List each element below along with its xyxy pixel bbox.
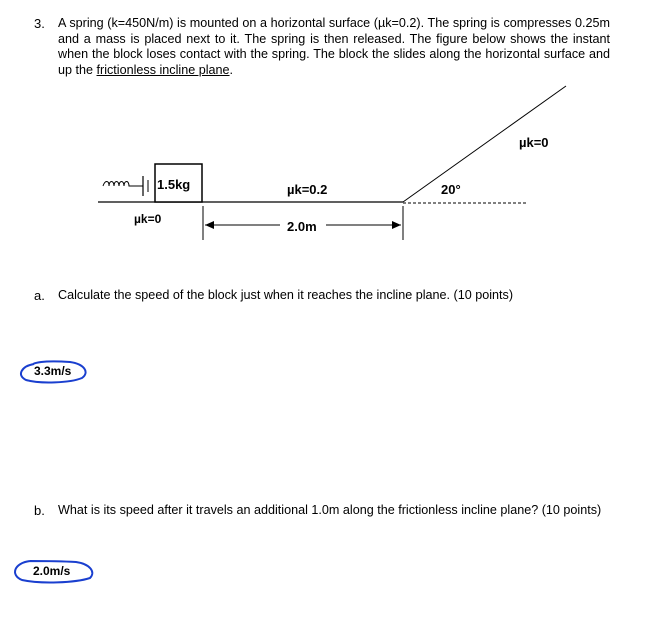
angle-label: 20°: [441, 182, 461, 197]
question-end: .: [229, 62, 234, 77]
part-a-label: a.: [34, 288, 45, 303]
mu-left-label: µk=0: [134, 212, 162, 226]
mu-mid-label: µk=0.2: [287, 182, 328, 197]
part-b-answer: 2.0m/s: [33, 564, 71, 578]
mu-incline-label: µk=0: [519, 135, 549, 150]
distance-label: 2.0m: [287, 219, 317, 234]
question-number: 3.: [34, 16, 45, 31]
part-b-label: b.: [34, 503, 45, 518]
part-a-answer: 3.3m/s: [34, 364, 72, 378]
frictionless-incline-link: frictionless incline plane: [96, 62, 230, 77]
part-b-text: What is its speed after it travels an additional 1.0m along the frictionless incline plane? (10 points): [58, 503, 602, 517]
question-body: A spring (k=450N/m) is mounted on a horizontal surface (µk=0.2). The spring is compresses 0.25m and a mass is placed next to it. The spring is then released. The figure below shows the instant when the block loses contact with the spring. The block the slides along the horizontal surface and up the: [58, 16, 610, 77]
answer-a-circle: [21, 361, 86, 382]
mass-label: 1.5kg: [157, 177, 191, 192]
answer-b-circle: [15, 561, 92, 582]
part-a-text: Calculate the speed of the block just when it reaches the incline plane. (10 points): [58, 288, 514, 302]
